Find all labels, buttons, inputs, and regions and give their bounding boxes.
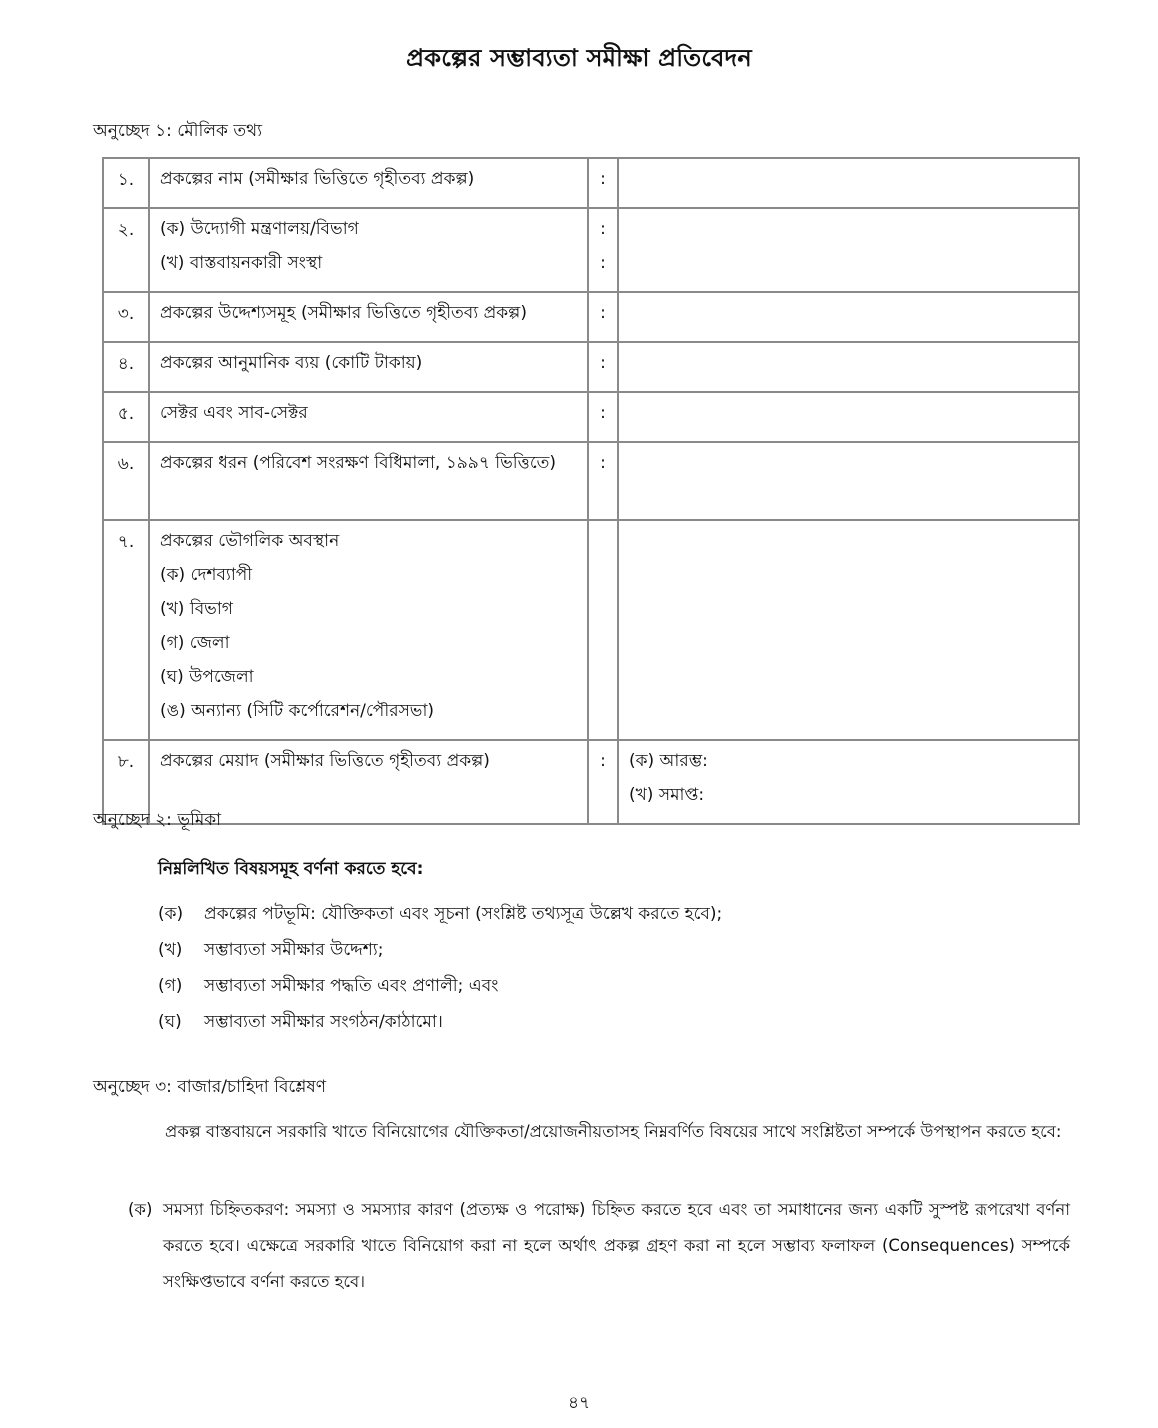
row-number: ৩. <box>103 292 149 342</box>
list-marker: (গ) <box>158 976 183 996</box>
start-date-label: (ক) আরম্ভ: <box>629 751 708 771</box>
row-colon <box>588 208 618 292</box>
section-3-item <box>130 1192 1070 1300</box>
row-colon <box>588 442 618 520</box>
page-number: ৪৭ <box>567 1393 591 1413</box>
row-label <box>149 158 588 208</box>
table-row <box>103 342 1079 392</box>
row-label <box>149 392 588 442</box>
row-value-field[interactable] <box>618 392 1079 442</box>
section-2-heading: অনুচ্ছেদ ২: ভূমিকা <box>93 810 222 830</box>
list-item <box>158 938 722 974</box>
section-1-heading: অনুচ্ছেদ ১: মৌলিক তথ্য <box>93 121 263 141</box>
row-number: ৫. <box>103 392 149 442</box>
row-number: ২. <box>103 208 149 292</box>
table-row <box>103 442 1079 520</box>
table-row <box>103 520 1079 740</box>
document-title: প্রকল্পের সম্ভাব্যতা সমীক্ষা প্রতিবেদন <box>406 44 752 72</box>
row-value-field[interactable] <box>618 292 1079 342</box>
row-label <box>149 208 588 292</box>
section-3-intro: প্রকল্প বাস্তবায়নে সরকারি খাতে বিনিয়োগের যৌক্তিকতা/প্রয়োজনীয়তাসহ নিম্নবর্ণিত বিষয়ের সাথে সংশ্লিষ্টতা সম্পর্কে উপস্থাপন করতে হবে: <box>165 1122 1062 1141</box>
list-marker: (খ) <box>158 940 183 960</box>
table-row <box>103 292 1079 342</box>
list-marker: (ঘ) <box>158 1012 182 1032</box>
section-2-subheading: নিম্নলিখিত বিষয়সমূহ বর্ণনা করতে হবে: <box>158 859 424 879</box>
section-3-heading: অনুচ্ছেদ ৩: বাজার/চাহিদা বিশ্লেষণ <box>93 1077 326 1097</box>
row-label <box>149 442 588 520</box>
row-label-line: (খ) বাস্তবায়নকারী সংস্থা <box>160 253 323 273</box>
list-text: সম্ভাব্যতা সমীক্ষার সংগঠন/কাঠামো। <box>204 1012 443 1032</box>
row-value-field[interactable] <box>618 442 1079 520</box>
colon: : <box>600 303 606 323</box>
row-colon <box>588 292 618 342</box>
list-text: সম্ভাব্যতা সমীক্ষার পদ্ধতি এবং প্রণালী; এবং <box>204 976 499 996</box>
row-label-line: (ঘ) উপজেলা <box>160 667 254 687</box>
row-value-field[interactable] <box>618 208 1079 292</box>
row-number: ৬. <box>103 442 149 520</box>
colon: : <box>600 453 606 473</box>
row-number: ৪. <box>103 342 149 392</box>
item-marker: (ক) <box>128 1200 153 1219</box>
colon: : <box>600 403 606 423</box>
list-text: প্রকল্পের পটভূমি: যৌক্তিকতা এবং সূচনা (সংশ্লিষ্ট তথ্যসূত্র উল্লেখ করতে হবে); <box>204 904 723 924</box>
row-value-field[interactable] <box>618 158 1079 208</box>
row-label <box>149 520 588 740</box>
table-row <box>103 392 1079 442</box>
row-label-line: প্রকল্পের মেয়াদ (সমীক্ষার ভিত্তিতে গৃহীতব্য প্রকল্প) <box>160 751 490 771</box>
row-colon <box>588 392 618 442</box>
row-label <box>149 292 588 342</box>
row-value-field[interactable] <box>618 740 1079 824</box>
list-item <box>158 974 722 1010</box>
colon: : <box>600 253 606 273</box>
row-label-line: (ক) উদ্যোগী মন্ত্রণালয়/বিভাগ <box>160 219 359 239</box>
list-text: সম্ভাব্যতা সমীক্ষার উদ্দেশ্য; <box>204 940 384 960</box>
item-text: সমস্যা চিহ্নিতকরণ: সমস্যা ও সমস্যার কারণ (প্রত্যক্ষ ও পরোক্ষ) চিহ্নিত করতে হবে এবং তা সমাধানের জন্য একটি সুস্পষ্ট রূপরেখা বর্ণনা করতে হবে। এক্ষেত্রে সরকারি খাতে বিনিয়োগ করা না হলে অর্থাৎ প্রকল্প গ্রহণ করা না হলে সম্ভাব্য ফলাফল (Consequences) সম্পর্কে সংক্ষিপ্তভাবে বর্ণনা করতে হবে। <box>163 1200 1070 1291</box>
end-date-label: (খ) সমাপ্ত: <box>629 785 705 805</box>
table-row <box>103 740 1079 824</box>
row-value-field[interactable] <box>618 342 1079 392</box>
section-2-list <box>158 902 722 1046</box>
list-item <box>158 902 722 938</box>
colon: : <box>600 169 606 189</box>
colon: : <box>600 219 606 239</box>
colon: : <box>600 353 606 373</box>
colon: : <box>600 751 606 771</box>
list-marker: (ক) <box>158 904 184 924</box>
basic-info-table <box>102 157 1080 825</box>
row-value-field[interactable] <box>618 520 1079 740</box>
row-number: ৭. <box>103 520 149 740</box>
row-label-line: (খ) বিভাগ <box>160 599 233 619</box>
list-item <box>158 1010 722 1046</box>
row-colon <box>588 342 618 392</box>
row-label-line: (ক) দেশব্যাপী <box>160 565 253 585</box>
table-row <box>103 158 1079 208</box>
row-label-line: প্রকল্পের আনুমানিক ব্যয় (কোটি টাকায়) <box>160 353 423 373</box>
row-number: ৮. <box>103 740 149 824</box>
row-colon <box>588 520 618 740</box>
row-colon <box>588 740 618 824</box>
row-label-line: (ঙ) অন্যান্য (সিটি কর্পোরেশন/পৌরসভা) <box>160 701 435 721</box>
row-label <box>149 342 588 392</box>
table-row <box>103 208 1079 292</box>
row-label-line: (গ) জেলা <box>160 633 230 653</box>
row-colon <box>588 158 618 208</box>
row-label-line: প্রকল্পের নাম (সমীক্ষার ভিত্তিতে গৃহীতব্য প্রকল্প) <box>160 169 475 189</box>
row-number: ১. <box>103 158 149 208</box>
row-label-line: প্রকল্পের ধরন (পরিবেশ সংরক্ষণ বিধিমালা, ১৯৯৭ ভিত্তিতে) <box>160 453 557 473</box>
row-label-line: প্রকল্পের উদ্দেশ্যসমূহ (সমীক্ষার ভিত্তিতে গৃহীতব্য প্রকল্প) <box>160 303 527 323</box>
row-label-line: প্রকল্পের ভৌগলিক অবস্থান <box>160 531 340 551</box>
row-label-line: সেক্টর এবং সাব-সেক্টর <box>160 403 308 423</box>
